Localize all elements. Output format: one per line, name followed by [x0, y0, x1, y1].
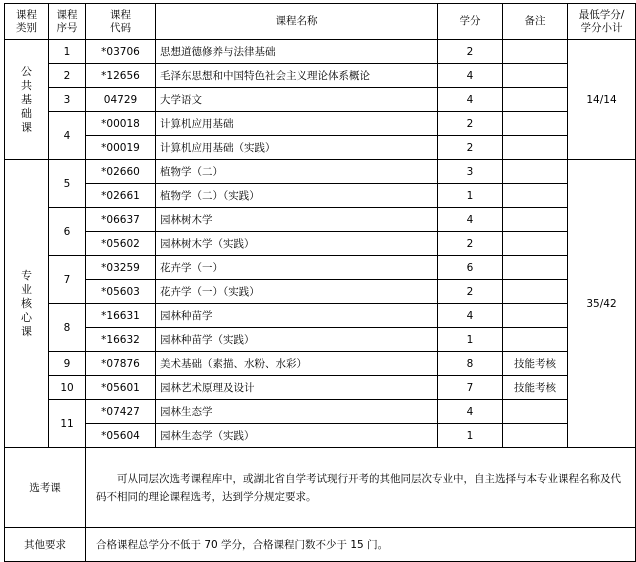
course-credit: 7: [438, 376, 503, 400]
table-row: [5, 88, 636, 112]
header-seq-text: 课程 序号: [56, 8, 78, 34]
course-name: 园林生态学（实践）: [156, 424, 438, 448]
course-remark: [503, 280, 568, 304]
course-credit: 8: [438, 352, 503, 376]
seq-cell: 9: [49, 352, 86, 376]
course-remark: [503, 112, 568, 136]
course-remark: 技能考核: [503, 376, 568, 400]
header-category-text: 课程 类别: [16, 8, 37, 34]
course-code: *00019: [86, 136, 156, 160]
course-name: 园林种苗学（实践）: [156, 328, 438, 352]
table-row: [5, 232, 636, 256]
course-credit: 2: [438, 232, 503, 256]
course-code: *03706: [86, 40, 156, 64]
course-name: 计算机应用基础: [156, 112, 438, 136]
course-code: *05603: [86, 280, 156, 304]
course-name: 园林生态学: [156, 400, 438, 424]
other-requirements-text: 合格课程总学分不低于 70 学分，合格课程门数不少于 15 门。: [86, 528, 636, 562]
course-code: *07876: [86, 352, 156, 376]
header-category: [5, 4, 49, 40]
seq-cell: 2: [49, 64, 86, 88]
course-code: *16631: [86, 304, 156, 328]
seq-cell: 6: [49, 208, 86, 256]
course-remark: 技能考核: [503, 352, 568, 376]
course-remark: [503, 160, 568, 184]
curriculum-table-body: [5, 4, 636, 562]
seq-cell: 7: [49, 256, 86, 304]
header-seq: [49, 4, 86, 40]
elective-text: 可从同层次选考课程库中，或湖北省自学考试现行开考的其他同层次专业中，自主选择与本专业课程名称及代码不相同的理论课程选考，达到学分规定要求。: [96, 472, 621, 503]
course-name: 植物学（二）: [156, 160, 438, 184]
course-code: *07427: [86, 400, 156, 424]
course-remark: [503, 256, 568, 280]
header-code-text: 课程 代码: [110, 8, 131, 34]
course-credit: 1: [438, 424, 503, 448]
course-remark: [503, 328, 568, 352]
course-remark: [503, 208, 568, 232]
course-credit: 4: [438, 208, 503, 232]
table-row: [5, 400, 636, 424]
table-row: [5, 64, 636, 88]
course-name: 思想道德修养与法律基础: [156, 40, 438, 64]
course-name: 花卉学（一）（实践）: [156, 280, 438, 304]
course-remark: [503, 184, 568, 208]
course-credit: 2: [438, 136, 503, 160]
curriculum-table: [4, 3, 636, 562]
course-code: *05604: [86, 424, 156, 448]
table-row: [5, 304, 636, 328]
table-row: [5, 280, 636, 304]
seq-cell: 3: [49, 88, 86, 112]
course-name: 园林树木学（实践）: [156, 232, 438, 256]
course-code: *05602: [86, 232, 156, 256]
header-name: 课程名称: [156, 4, 438, 40]
table-header-row: [5, 4, 636, 40]
other-requirements-row: [5, 528, 636, 562]
course-name: 计算机应用基础（实践）: [156, 136, 438, 160]
course-credit: 3: [438, 160, 503, 184]
course-remark: [503, 136, 568, 160]
course-name: 园林种苗学: [156, 304, 438, 328]
course-code: *16632: [86, 328, 156, 352]
table-row: [5, 424, 636, 448]
seq-cell: 1: [49, 40, 86, 64]
course-credit: 2: [438, 280, 503, 304]
table-row: [5, 352, 636, 376]
course-remark: [503, 232, 568, 256]
course-credit: 4: [438, 304, 503, 328]
credit-subtotal: 35/42: [568, 160, 636, 448]
course-code: *02661: [86, 184, 156, 208]
course-name: 大学语文: [156, 88, 438, 112]
seq-cell: 5: [49, 160, 86, 208]
course-name: 花卉学（一）: [156, 256, 438, 280]
course-remark: [503, 424, 568, 448]
seq-cell: 10: [49, 376, 86, 400]
course-code: *03259: [86, 256, 156, 280]
course-remark: [503, 88, 568, 112]
other-requirements-label: 其他要求: [5, 528, 86, 562]
course-remark: [503, 304, 568, 328]
category-label: 专 业 核 心 课: [21, 268, 32, 338]
header-remark: 备注: [503, 4, 568, 40]
course-credit: 2: [438, 112, 503, 136]
curriculum-table-wrapper: [4, 3, 636, 562]
table-row: [5, 160, 636, 184]
course-credit: 1: [438, 184, 503, 208]
table-row: [5, 256, 636, 280]
course-credit: 4: [438, 400, 503, 424]
course-credit: 6: [438, 256, 503, 280]
course-credit: 1: [438, 328, 503, 352]
seq-cell: 4: [49, 112, 86, 160]
course-name: 园林树木学: [156, 208, 438, 232]
course-credit: 4: [438, 88, 503, 112]
course-remark: [503, 40, 568, 64]
course-credit: 4: [438, 64, 503, 88]
course-code: *12656: [86, 64, 156, 88]
header-code: [86, 4, 156, 40]
elective-label: 选考课: [5, 448, 86, 528]
course-code: 04729: [86, 88, 156, 112]
course-code: *05601: [86, 376, 156, 400]
table-row: [5, 184, 636, 208]
course-name: 园林艺术原理及设计: [156, 376, 438, 400]
table-row: [5, 208, 636, 232]
table-row: [5, 376, 636, 400]
table-row: [5, 328, 636, 352]
course-remark: [503, 400, 568, 424]
table-row: [5, 136, 636, 160]
course-code: *06637: [86, 208, 156, 232]
course-credit: 2: [438, 40, 503, 64]
course-code: *02660: [86, 160, 156, 184]
seq-cell: 11: [49, 400, 86, 448]
course-code: *00018: [86, 112, 156, 136]
credit-subtotal: 14/14: [568, 40, 636, 160]
course-remark: [503, 64, 568, 88]
category-label: 公 共 基 础 课: [21, 64, 32, 134]
header-min-credit-text: 最低学分/ 学分小计: [578, 8, 625, 34]
header-min-credit: [568, 4, 636, 40]
elective-row: [5, 448, 636, 528]
elective-text-cell: [86, 448, 636, 528]
table-row: [5, 40, 636, 64]
seq-cell: 8: [49, 304, 86, 352]
category-cell: [5, 160, 49, 448]
course-name: 毛泽东思想和中国特色社会主义理论体系概论: [156, 64, 438, 88]
table-row: [5, 112, 636, 136]
category-cell: [5, 40, 49, 160]
course-name: 植物学（二）（实践）: [156, 184, 438, 208]
header-credit: 学分: [438, 4, 503, 40]
course-name: 美术基础（素描、水粉、水彩）: [156, 352, 438, 376]
